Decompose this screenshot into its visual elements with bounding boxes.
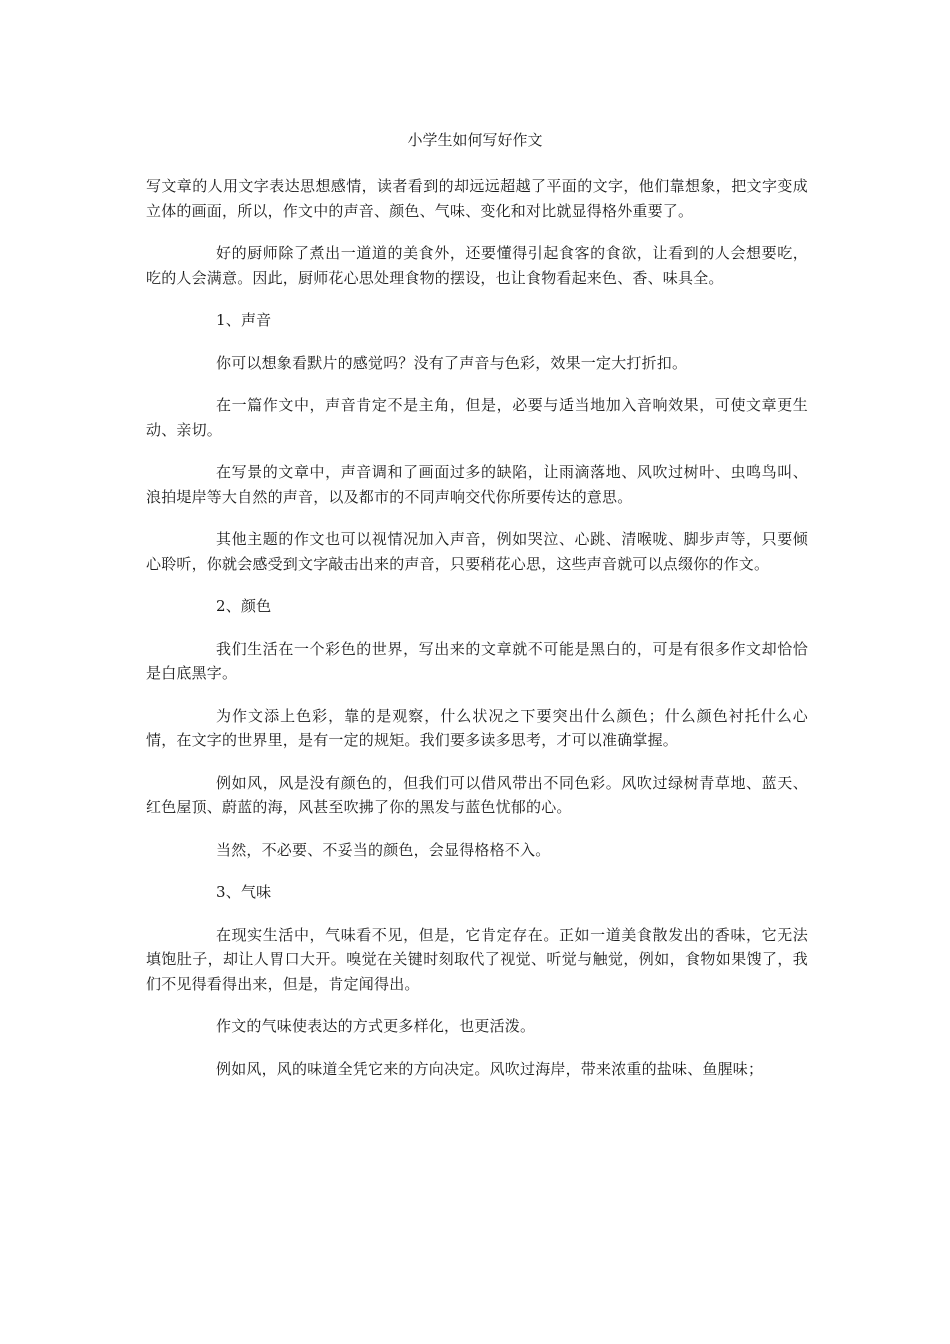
paragraph: 其他主题的作文也可以视情况加入声音，例如哭泣、心跳、清喉咙、脚步声等，只要倾心聆听，你就会感受到文字敲击出来的声音，只要稍花心思，这些声音就可以点缀你的作文。: [146, 530, 808, 573]
paragraph: 在现实生活中，气味看不见，但是，它肯定存在。正如一道美食散发出的香味，它无法填饱肚子，却让人胃口大开。嗅觉在关键时刻取代了视觉、听觉与触觉，例如，食物如果馊了，我们不见得看得出来，但是，肯定闻得出。: [146, 925, 808, 993]
paragraph: 你可以想象看默片的感觉吗？没有了声音与色彩，效果一定大打折扣。: [216, 353, 688, 372]
section-heading: 1、声音: [216, 311, 272, 329]
paragraph: 例如风，风的味道全凭它来的方向决定。风吹过海岸，带来浓重的盐味、鱼腥味；: [216, 1059, 764, 1078]
section-heading: 3、气味: [216, 883, 272, 901]
document-body: [146, 174, 808, 1099]
section-heading: 2、颜色: [216, 597, 272, 615]
document-title: 小学生如何写好作文: [407, 131, 543, 149]
paragraph: 在写景的文章中，声音调和了画面过多的缺陷，让雨滴落地、风吹过树叶、虫鸣鸟叫、浪拍堤岸等大自然的声音，以及都市的不同声响交代你所要传达的意思。: [146, 463, 808, 506]
paragraph: 写文章的人用文字表达思想感情，读者看到的却远远超越了平面的文字，他们靠想象，把文字变成立体的画面，所以，作文中的声音、颜色、气味、变化和对比就显得格外重要了。: [146, 177, 808, 220]
paragraph: 例如风，风是没有颜色的，但我们可以借风带出不同色彩。风吹过绿树青草地、蓝天、红色屋顶、蔚蓝的海，风甚至吹拂了你的黑发与蓝色忧郁的心。: [146, 773, 808, 816]
paragraph: 作文的气味使表达的方式更多样化，也更活泼。: [216, 1017, 536, 1035]
paragraph: 当然，不必要、不妥当的颜色，会显得格格不入。: [216, 840, 551, 859]
paragraph: 为作文添上色彩，靠的是观察，什么状况之下要突出什么颜色；什么颜色衬托什么心情，在文字的世界里，是有一定的规矩。我们要多读多思考，才可以准确掌握。: [146, 706, 808, 749]
paragraph: 在一篇作文中，声音肯定不是主角，但是，必要与适当地加入音响效果，可使文章更生动、亲切。: [146, 396, 808, 439]
paragraph: 好的厨师除了煮出一道道的美食外，还要懂得引起食客的食欲，让看到的人会想要吃，吃的人会满意。因此，厨师花心思处理食物的摆设，也让食物看起来色、香、味具全。: [146, 244, 808, 287]
paragraph: 我们生活在一个彩色的世界，写出来的文章就不可能是黑白的，可是有很多作文却恰恰是白底黑字。: [146, 639, 808, 682]
